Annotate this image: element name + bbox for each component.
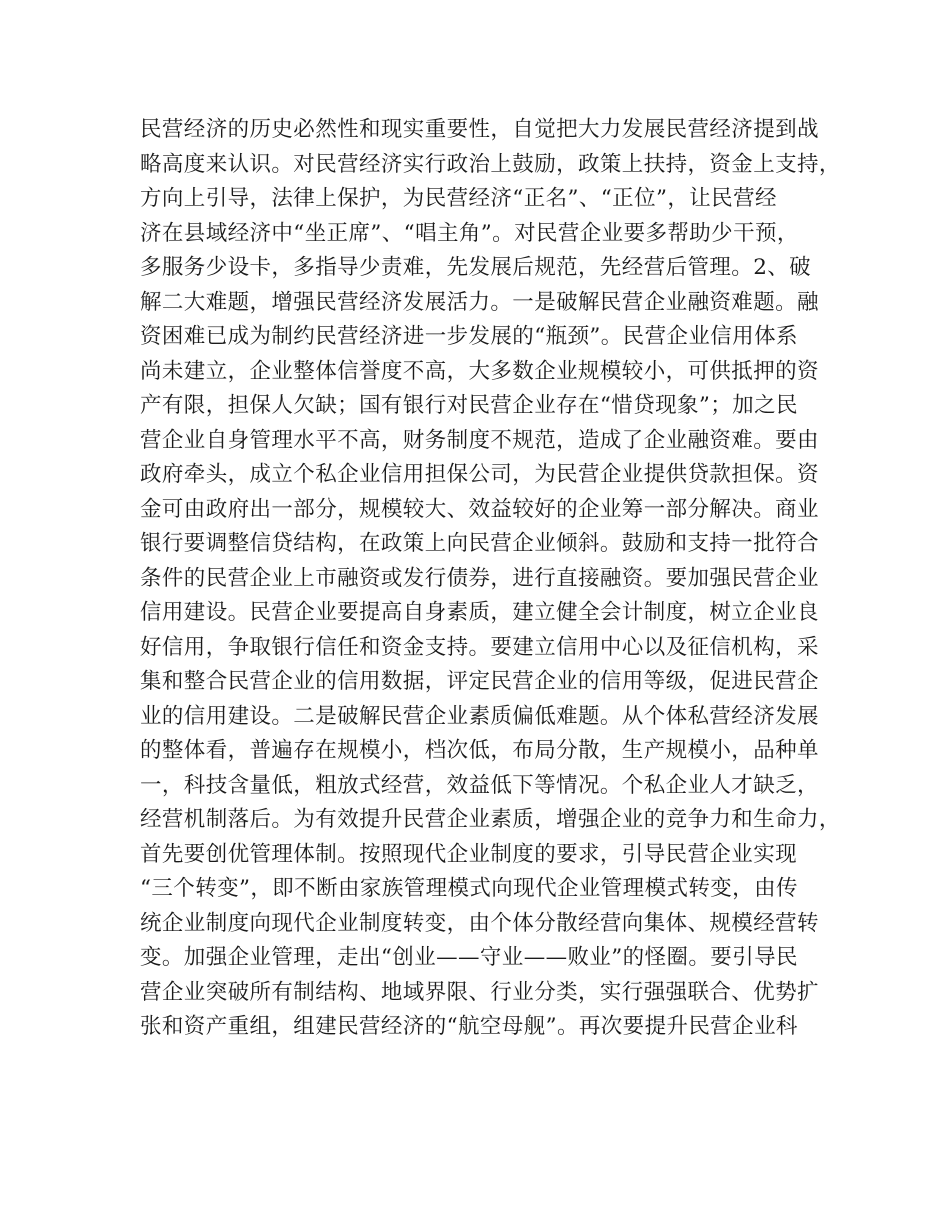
text-line: “三个转变”，即不断由家族管理模式向现代企业管理模式转变，由传 (140, 876, 798, 901)
text-line: 政府牵头，成立个私企业信用担保公司，为民营企业提供贷款担保。资 (140, 462, 819, 487)
text-line: 民营经济的历史必然性和现实重要性，自觉把大力发展民营经济提到战 (140, 117, 819, 142)
text-line: 解二大难题，增强民营经济发展活力。一是破解民营企业融资难题。融 (140, 289, 819, 315)
text-line: 张和资产重组，组建民营经济的“航空母舰”。再次要提升民营企业科 (140, 1014, 798, 1039)
text-line: 银行要调整信贷结构，在政策上向民营企业倾斜。鼓励和支持一批符合 (140, 531, 819, 556)
text-line: 略高度来认识。对民营经济实行政治上鼓励，政策上扶持，资金上支持， (140, 151, 841, 177)
text-line: 一，科技含量低，粗放式经营，效益低下等情况。个私企业人才缺乏， (140, 772, 819, 798)
text-line: 首先要创优管理体制。按照现代企业制度的要求，引导民营企业实现 (140, 841, 798, 867)
text-line: 尚未建立，企业整体信誉度不高，大多数企业规模较小，可供抵押的资 (140, 358, 819, 384)
text-line: 多服务少设卡，多指导少责难，先发展后规范，先经营后管理。2、破 (140, 255, 812, 280)
text-line: 条件的民营企业上市融资或发行债券，进行直接融资。要加强民营企业 (140, 565, 819, 591)
text-line: 方向上引导，法律上保护，为民营经济“正名”、“正位”，让民营经 (140, 186, 777, 211)
text-line: 营企业自身管理水平不高，财务制度不规范，造成了企业融资难。要由 (140, 427, 819, 453)
text-line: 产有限，担保人欠缺；国有银行对民营企业存在“惜贷现象”；加之民 (140, 393, 798, 418)
body-text (140, 113, 840, 1045)
text-line: 济在县域经济中“坐正席”、“唱主角”。对民营企业要多帮助少干预， (140, 220, 799, 246)
text-line: 变。加强企业管理，走出“创业——守业——败业”的怪圈。要引导民 (140, 945, 798, 970)
text-line: 经营机制落后。为有效提升民营企业素质，增强企业的竞争力和生命力， (140, 807, 841, 832)
text-line: 信用建设。民营企业要提高自身素质，建立健全会计制度，树立企业良 (140, 600, 819, 625)
text-line: 资困难已成为制约民营经济进一步发展的“瓶颈”。民营企业信用体系 (140, 324, 798, 349)
text-line: 金可由政府出一部分，规模较大、效益较好的企业筹一部分解决。商业 (140, 496, 819, 522)
text-line: 业的信用建设。二是破解民营企业素质偏低难题。从个体私营经济发展 (140, 703, 819, 729)
text-line: 营企业突破所有制结构、地域界限、行业分类，实行强强联合、优势扩 (140, 979, 819, 1005)
text-line: 集和整合民营企业的信用数据，评定民营企业的信用等级，促进民营企 (140, 669, 819, 694)
text-line: 的整体看，普遍存在规模小，档次低，布局分散，生产规模小，品种单 (140, 738, 819, 763)
text-line: 统企业制度向现代企业制度转变，由个体分散经营向集体、规模经营转 (140, 910, 819, 936)
text-line: 好信用，争取银行信任和资金支持。要建立信用中心以及征信机构，采 (140, 634, 819, 660)
